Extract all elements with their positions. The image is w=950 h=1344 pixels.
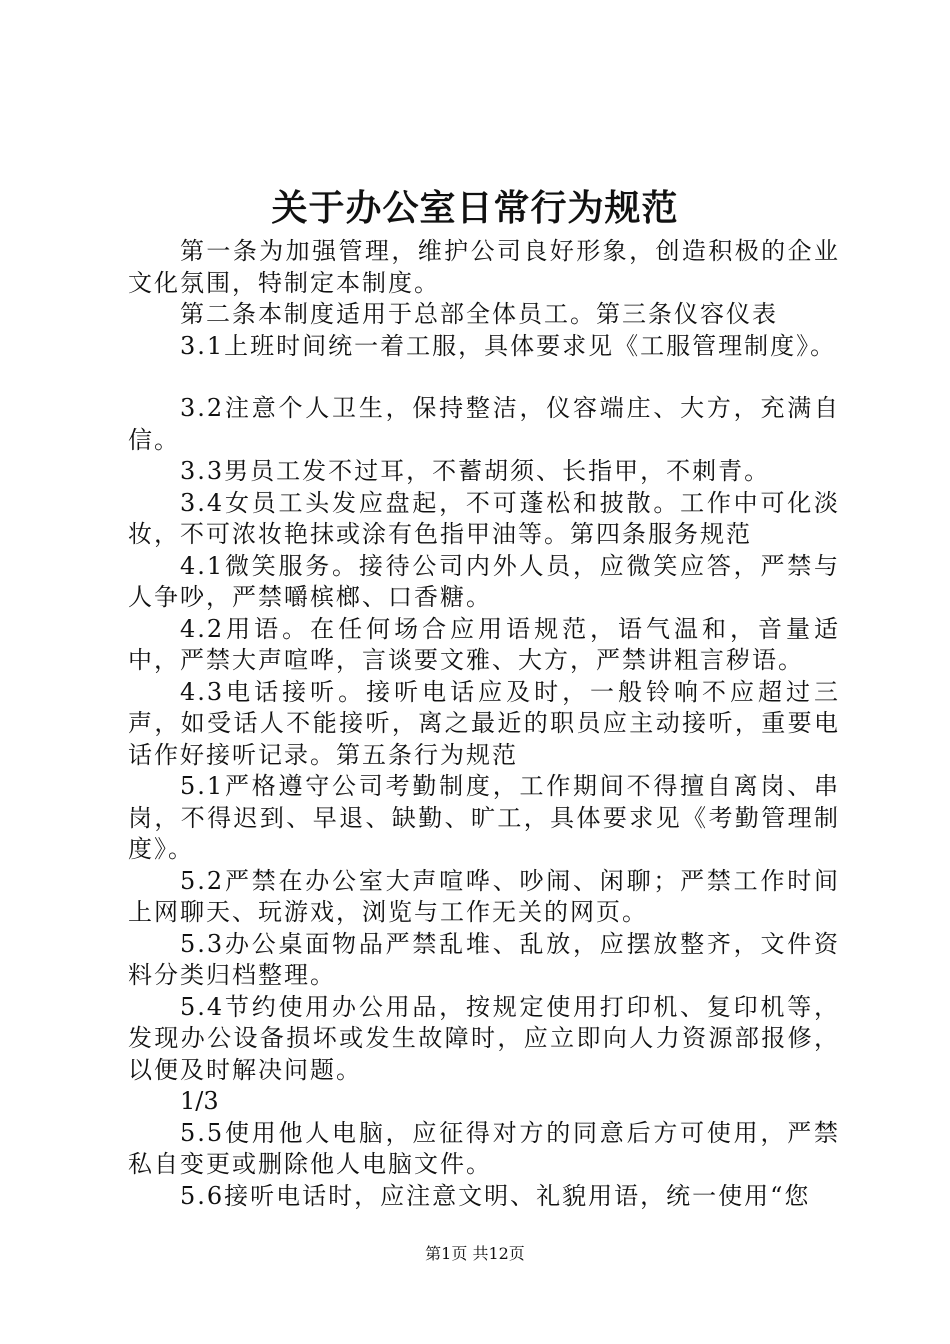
inline-page-mark: 1/3 — [180, 1087, 219, 1115]
paragraph-5-5: 5.5使用他人电脑，应征得对方的同意后方可使用，严禁私自变更或删除他人电脑文件。 — [128, 1118, 840, 1178]
paragraph-3-2: 3.2注意个人卫生，保持整洁，仪容端庄、大方，充满自信。 — [128, 394, 840, 454]
paragraph-5-3: 5.3办公桌面物品严禁乱堆、乱放，应摆放整齐，文件资料分类归档整理。 — [128, 929, 840, 989]
paragraph-3-4: 3.4女员工头发应盘起，不可蓬松和披散。工作中可化淡妆，不可浓妆艳抹或涂有色指甲油等。第四条服务规范 — [128, 488, 840, 548]
paragraph-5-2: 5.2严禁在办公室大声喧哗、吵闹、闲聊；严禁工作时间上网聊天、玩游戏，浏览与工作无关的网页。 — [128, 866, 840, 926]
paragraph-5-1: 5.1严格遵守公司考勤制度，工作期间不得擅自离岗、串岗，不得迟到、早退、缺勤、旷工，具体要求见《考勤管理制度》。 — [128, 772, 840, 863]
paragraph-article-1: 第一条为加强管理，维护公司良好形象，创造积极的企业文化氛围，特制定本制度。 — [128, 237, 840, 297]
paragraph-article-2-3: 第二条本制度适用于总部全体员工。第三条仪容仪表 — [180, 300, 778, 328]
paragraph-4-1: 4.1微笑服务。接待公司内外人员，应微笑应答，严禁与人争吵，严禁嚼槟榔、口香糖。 — [128, 551, 840, 611]
paragraph-5-4: 5.4节约使用办公用品，按规定使用打印机、复印机等，发现办公设备损坏或发生故障时，应立即向人力资源部报修，以便及时解决问题。 — [128, 992, 840, 1084]
paragraph-3-1: 3.1上班时间统一着工服，具体要求见《工服管理制度》。 — [180, 331, 837, 360]
page-footer: 第1页 共12页 — [425, 1244, 525, 1263]
paragraph-4-2: 4.2用语。在任何场合应用语规范，语气温和，音量适中，严禁大声喧哗，言谈要文雅、大方，严禁讲粗言秽语。 — [128, 614, 840, 674]
paragraph-5-6: 5.6接听电话时，应注意文明、礼貌用语，统一使用“您 — [180, 1181, 811, 1210]
paragraph-4-3: 4.3电话接听。接听电话应及时，一般铃响不应超过三声，如受话人不能接听，离之最近的职员应主动接听，重要电话作好接听记录。第五条行为规范 — [128, 677, 840, 769]
document-title: 关于办公室日常行为规范 — [271, 187, 679, 229]
document-body — [128, 236, 840, 1212]
paragraph-3-3: 3.3男员工发不过耳，不蓄胡须、长指甲，不刺青。 — [180, 457, 771, 485]
